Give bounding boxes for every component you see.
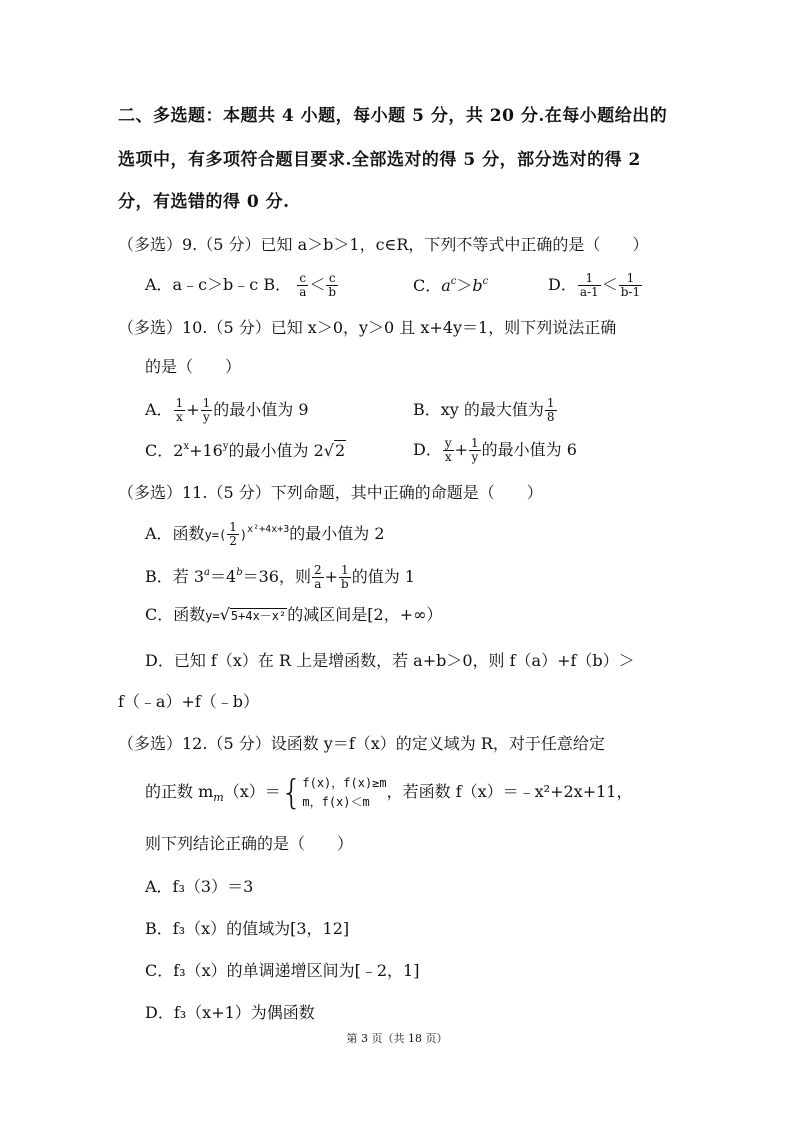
q10-option-d: D． $\frac{y}{x}$ + $\frac{1}{y}$ 的最小值为 6 [413, 436, 577, 464]
q10-option-c: C．$2^x+16^y$的最小值为 2√2 [145, 441, 346, 460]
question-9-stem: （多选）9.（5 分）已知 a＞b＞1，c∈R，下列不等式中正确的是（ ） [118, 235, 649, 254]
q12-option-b: B．f₃（x）的值域为[3，12] [145, 919, 350, 938]
q11-option-a: A．函数y=( $\frac{1}{2}$ )$^{x^2+4x+3}$的最小值为 2 [145, 520, 385, 548]
question-12-stem-2: 的正数 $m_m(x)=${ f(x)，f(x)≥m m，f(x)＜m ，若函数 f（x）＝﹣x²+2x+11， [145, 772, 633, 813]
cases-brace: { [280, 772, 303, 813]
q10-option-b: B．xy 的最大值为 $\frac{1}{8}$ [413, 396, 555, 424]
question-12-stem-1: （多选）12.（5 分）设函数 y＝f（x）的定义域为 R，对于任意给定 [118, 734, 605, 753]
q12-option-c: C．f₃（x）的单调递增区间为[﹣2，1] [145, 961, 420, 980]
question-12-stem-3: 则下列结论正确的是（ ） [145, 834, 354, 853]
q10-option-a: A． $\frac{1}{x}$ + $\frac{1}{y}$ 的最小值为 9 [145, 396, 309, 424]
q9-b-fraction-2: $\frac{c}{b}$ [328, 271, 337, 299]
q9-d-fraction-2: $\frac{1}{b-1}$ [620, 271, 641, 299]
section-header-line-1: 二、多选题：本题共 4 小题，每小题 5 分，共 20 分.在每小题给出的 [118, 106, 668, 126]
q9-option-c: C．$a^c>b^c$ [413, 276, 489, 295]
q9-option-d: D． $\frac{1}{a-1}$ ＜ $\frac{1}{b-1}$ [548, 271, 641, 299]
q12-option-a: A．f₃（3）＝3 [145, 877, 254, 896]
q11-option-c: C．函数y=√5+4x－x²的减区间是[2，+∞） [145, 605, 443, 624]
piecewise-cases: f(x)，f(x)≥m m，f(x)＜m [302, 775, 387, 809]
section-header-line-2: 选项中，有多项符合题目要求.全部选对的得 5 分，部分选对的得 2 [118, 150, 641, 170]
section-header-line-3: 分，有选错的得 0 分. [118, 192, 290, 212]
q11-option-d-line-1: D．已知 f（x）在 R 上是增函数，若 a+b＞0，则 f（a）+f（b）＞ [145, 651, 635, 670]
question-11-stem: （多选）11.（5 分）下列命题，其中正确的命题是（ ） [118, 483, 543, 502]
q11-option-b: B．若 $3^a=4^b=36$，则 $\frac{2}{a}$ + $\frac{1}{b}$ 的值为 1 [145, 563, 415, 591]
question-10-stem-1: （多选）10.（5 分）已知 x＞0，y＞0 且 x+4y＝1，则下列说法正确 [118, 318, 617, 337]
q9-option-a: A．a﹣c＞b﹣c [145, 275, 259, 294]
q11-option-d-line-2: f（﹣a）+f（﹣b） [118, 692, 260, 711]
question-10-stem-2: 的是（ ） [145, 357, 242, 376]
question-9-options: A．a﹣c＞b﹣c B． $\frac{c}{a}$ ＜ $\frac{c}{b}$ [145, 271, 337, 299]
q9-b-fraction-1: $\frac{c}{a}$ [299, 271, 307, 299]
q12-option-d: D．f₃（x+1）为偶函数 [145, 1003, 315, 1022]
q9-option-b-label: B． [263, 275, 292, 294]
q9-d-fraction-1: $\frac{1}{a-1}$ [579, 271, 599, 299]
page-footer: 第 3 页（共 18 页） [346, 1032, 448, 1045]
